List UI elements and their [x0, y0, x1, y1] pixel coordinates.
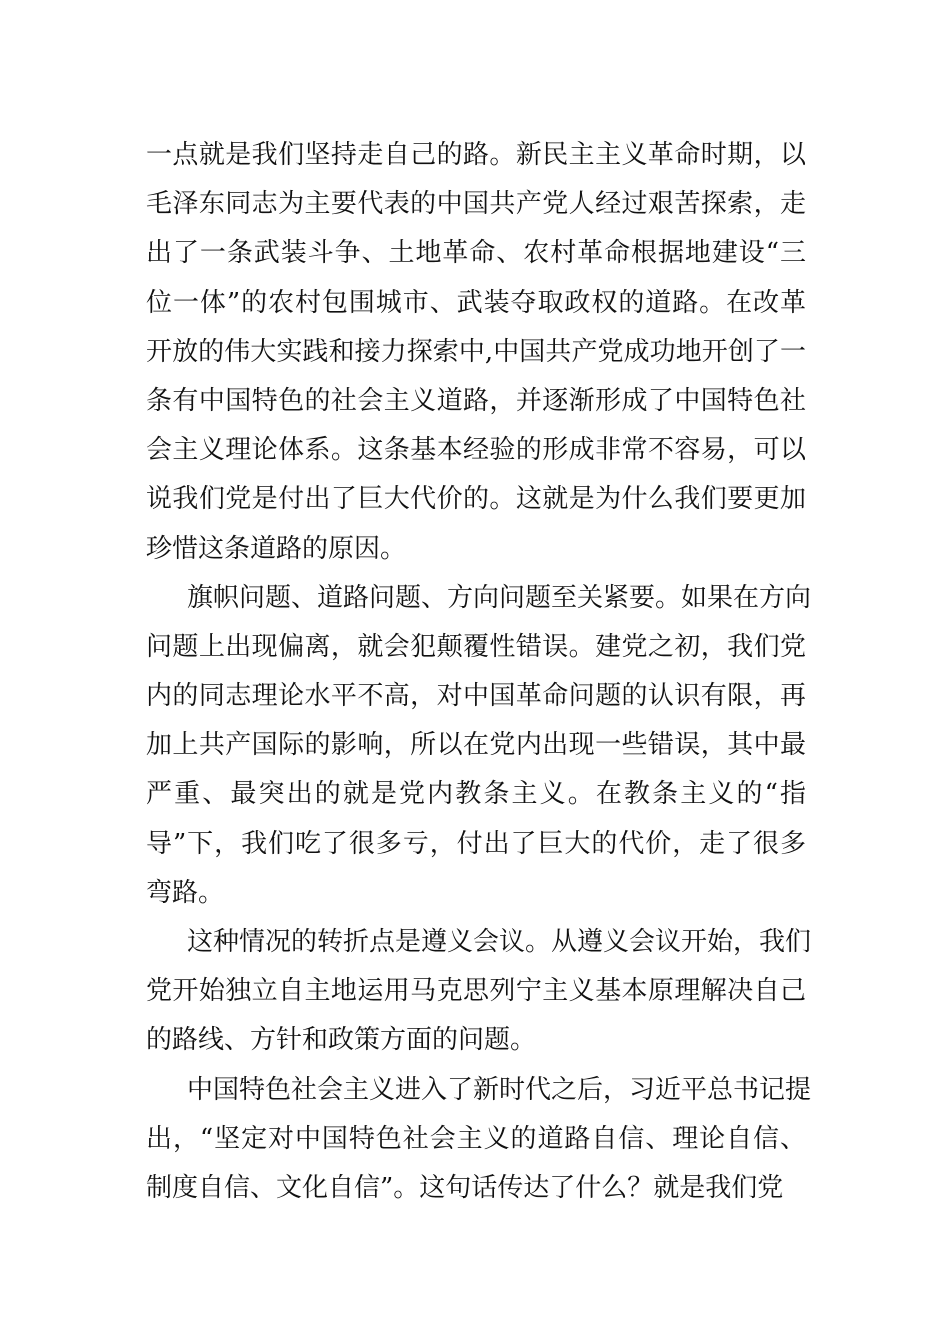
- text-line: 加上共产国际的影响，所以在党内出现一些错误，其中最: [146, 730, 806, 761]
- text-line: 旗帜问题、道路问题、方向问题至关紧要。如果在方向: [187, 582, 812, 613]
- text-line: 严重、最突出的就是党内教条主义。在教条主义的“指: [146, 779, 806, 810]
- text-line: 会主义理论体系。这条基本经验的形成非常不容易，可以: [146, 435, 806, 466]
- text-line: 开放的伟大实践和接力探索中,中国共产党成功地开创了一: [146, 336, 806, 367]
- text-line: 毛泽东同志为主要代表的中国共产党人经过艰苦探索，走: [146, 189, 806, 220]
- text-line: 这种情况的转折点是遵义会议。从遵义会议开始，我们: [187, 927, 812, 957]
- paragraph: [146, 918, 812, 1066]
- text-line: 党开始独立自主地运用马克思列宁主义基本原理解决自己: [146, 976, 806, 1007]
- text-line: 内的同志理论水平不高，对中国革命问题的认识有限，再: [146, 681, 806, 712]
- text-line: 说我们党是付出了巨大代价的。这就是为什么我们要更加: [146, 484, 806, 515]
- paragraph: [146, 574, 812, 918]
- text-line: 珍惜这条道路的原因。: [146, 533, 407, 564]
- text-line: 的路线、方针和政策方面的问题。: [146, 1025, 537, 1056]
- paragraph: [146, 1066, 812, 1214]
- text-line: 出了一条武装斗争、土地革命、农村革命根据地建设“三: [146, 238, 806, 269]
- paragraph: [146, 131, 806, 574]
- text-line: 制度自信、文化自信”。这句话传达了什么？就是我们党: [146, 1172, 784, 1203]
- text-line: 位一体”的农村包围城市、武装夺取政权的道路。在改革: [146, 287, 806, 318]
- text-line: 一点就是我们坚持走自己的路。新民主主义革命时期，以: [146, 140, 806, 170]
- text-line: 出，“坚定对中国特色社会主义的道路自信、理论自信、: [146, 1123, 806, 1154]
- text-line: 中国特色社会主义进入了新时代之后，习近平总书记提: [187, 1074, 812, 1105]
- text-line: 弯路。: [146, 877, 225, 908]
- text-line: 问题上出现偏离，就会犯颠覆性错误。建党之初，我们党: [146, 631, 806, 662]
- text-line: 导”下，我们吃了很多亏，付出了巨大的代价，走了很多: [146, 828, 806, 859]
- body-text: [146, 131, 812, 1213]
- text-line: 条有中国特色的社会主义道路，并逐渐形成了中国特色社: [146, 385, 806, 416]
